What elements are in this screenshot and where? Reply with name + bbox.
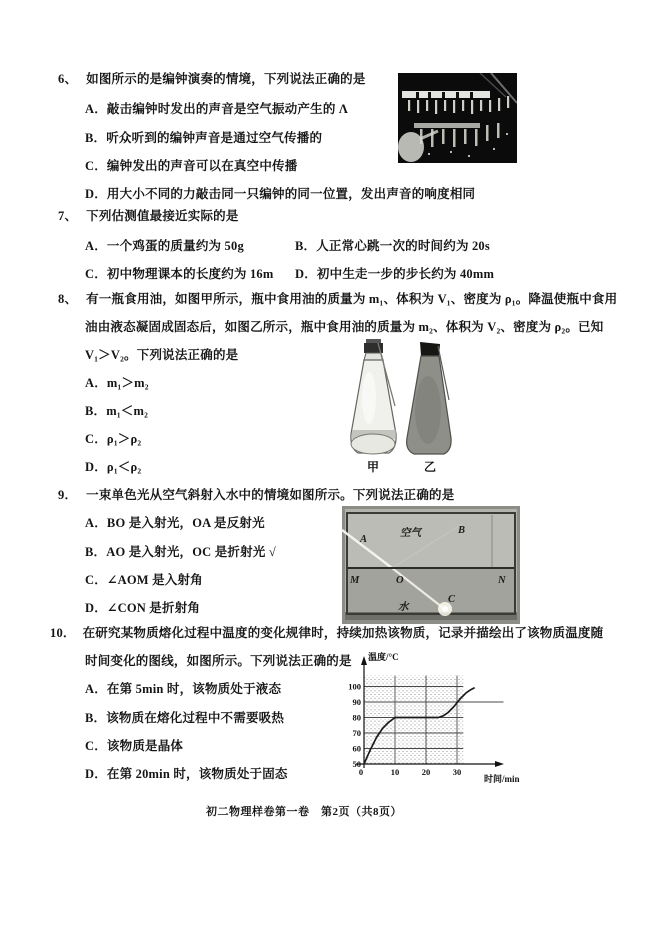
water-label: 水	[398, 602, 409, 613]
question-7-option-d: D．初中生走一步的步长约为 40mm	[295, 267, 495, 281]
question-7-stem-text: 下列估测值最接近实际的是	[86, 209, 239, 223]
x-tick-label: 20	[421, 767, 431, 777]
question-6-option-d: D．用大小不同的力敲击同一只编钟的同一位置，发出声音的响度相同	[85, 187, 476, 201]
question-9-stem-text: 一束单色光从空气斜射入水中的情境如图所示。下列说法正确的是	[86, 488, 455, 502]
question-10-stem-line1	[50, 626, 603, 641]
question-6-stem-text: 如图所示的是编钟演奏的情境，下列说法正确的是	[86, 72, 366, 86]
question-8-stem-line1	[58, 292, 617, 307]
question-6-option-a: A．敲击编钟时发出的声音是空气振动产生的 Λ	[85, 102, 349, 116]
question-6-option-b: B．听众听到的编钟声音是通过空气传播的	[85, 131, 323, 145]
question-6-number: 6、	[58, 72, 78, 86]
bottle-yi-label: 乙	[424, 460, 437, 474]
y-axis-label: 温度/°C	[368, 652, 399, 662]
question-7-option-a: A．一个鸡蛋的质量约为 50g	[85, 239, 244, 253]
x-tick-label: 30	[452, 767, 462, 777]
x-tick-label: 0	[358, 767, 364, 777]
x-axis-label: 时间/min	[484, 774, 520, 784]
question-8-option-a: A．m₁＞m₂	[85, 376, 149, 390]
question-8-option-b: B．m₁＜m₂	[85, 404, 149, 418]
question-9-option-b: B．AO 是入射光，OC 是折射光 √	[85, 545, 276, 559]
light-refraction-photo	[342, 506, 520, 626]
question-6-stem	[58, 72, 366, 87]
page-footer: 初二物理样卷第一卷 第2页（共8页）	[206, 806, 402, 818]
question-8-option-d: D．ρ₁＜ρ₂	[85, 460, 142, 474]
question-10-stem-line2: 时间变化的图线，如图所示。下列说法正确的是	[85, 654, 352, 668]
point-b-label: B	[458, 525, 466, 536]
question-8-stem-line2: 油由液态凝固成固态后，如图乙所示，瓶中食用油的质量为 m₂、体积为 V₂、密度为 ρ₂。已知	[85, 320, 604, 334]
question-7-option-b: B．人正常心跳一次的时间约为 20s	[295, 239, 490, 253]
point-o-label: O	[396, 575, 404, 586]
y-tick-label: 80	[352, 712, 361, 723]
y-tick-label: 60	[352, 743, 361, 754]
question-9-option-d: D．∠CON 是折射角	[85, 601, 201, 615]
y-tick-label: 50	[352, 759, 361, 769]
air-label: 空气	[400, 528, 421, 539]
question-8-stem-line3: V₁＞V₂。下列说法正确的是	[85, 348, 239, 362]
question-10-option-c: C．该物质是晶体	[85, 739, 184, 753]
question-7-option-c: C．初中物理课本的长度约为 16m	[85, 267, 274, 281]
question-10-option-b: B．该物质在熔化过程中不需要吸热	[85, 711, 285, 725]
y-tick-label: 90	[352, 697, 361, 707]
y-tick-label: 100	[348, 681, 361, 692]
question-8-stem-text1: 有一瓶食用油，如图甲所示，瓶中食用油的质量为 m₁、体积为 V₁、密度为 ρ₁。降温使瓶中食用	[86, 292, 618, 306]
x-tick-label: 10	[390, 767, 400, 777]
question-10-stem-text1: 在研究某物质熔化过程中温度的变化规律时，持续加热该物质，记录并描绘出了该物质温度随	[82, 626, 604, 640]
question-10-option-a: A．在第 5min 时，该物质处于液态	[85, 682, 282, 696]
question-9-option-a: A．BO 是入射光，OA 是反射光	[85, 516, 265, 530]
question-7-number: 7、	[58, 209, 78, 223]
oil-bottles-figure	[344, 338, 462, 474]
question-8-option-c: C．ρ₁＞ρ₂	[85, 432, 142, 446]
question-7-stem	[58, 209, 239, 224]
question-9-option-c: C．∠AOM 是入射角	[85, 573, 203, 587]
chime-bells-photo	[398, 73, 517, 163]
question-10-number: 10．	[50, 626, 76, 640]
question-9-number: 9．	[58, 488, 78, 502]
point-n-label: N	[498, 575, 506, 586]
point-m-label: M	[350, 575, 360, 586]
bottle-jia-label: 甲	[367, 460, 380, 474]
point-a-label: A	[360, 534, 368, 545]
question-6-option-c: C．编钟发出的声音可以在真空中传播	[85, 159, 298, 173]
point-c-label: C	[448, 594, 456, 605]
question-9-stem	[58, 488, 454, 503]
melting-curve-chart	[346, 648, 546, 793]
question-10-option-d: D．在第 20min 时，该物质处于固态	[85, 767, 288, 781]
question-8-number: 8、	[58, 292, 78, 306]
y-tick-label: 70	[352, 728, 361, 738]
